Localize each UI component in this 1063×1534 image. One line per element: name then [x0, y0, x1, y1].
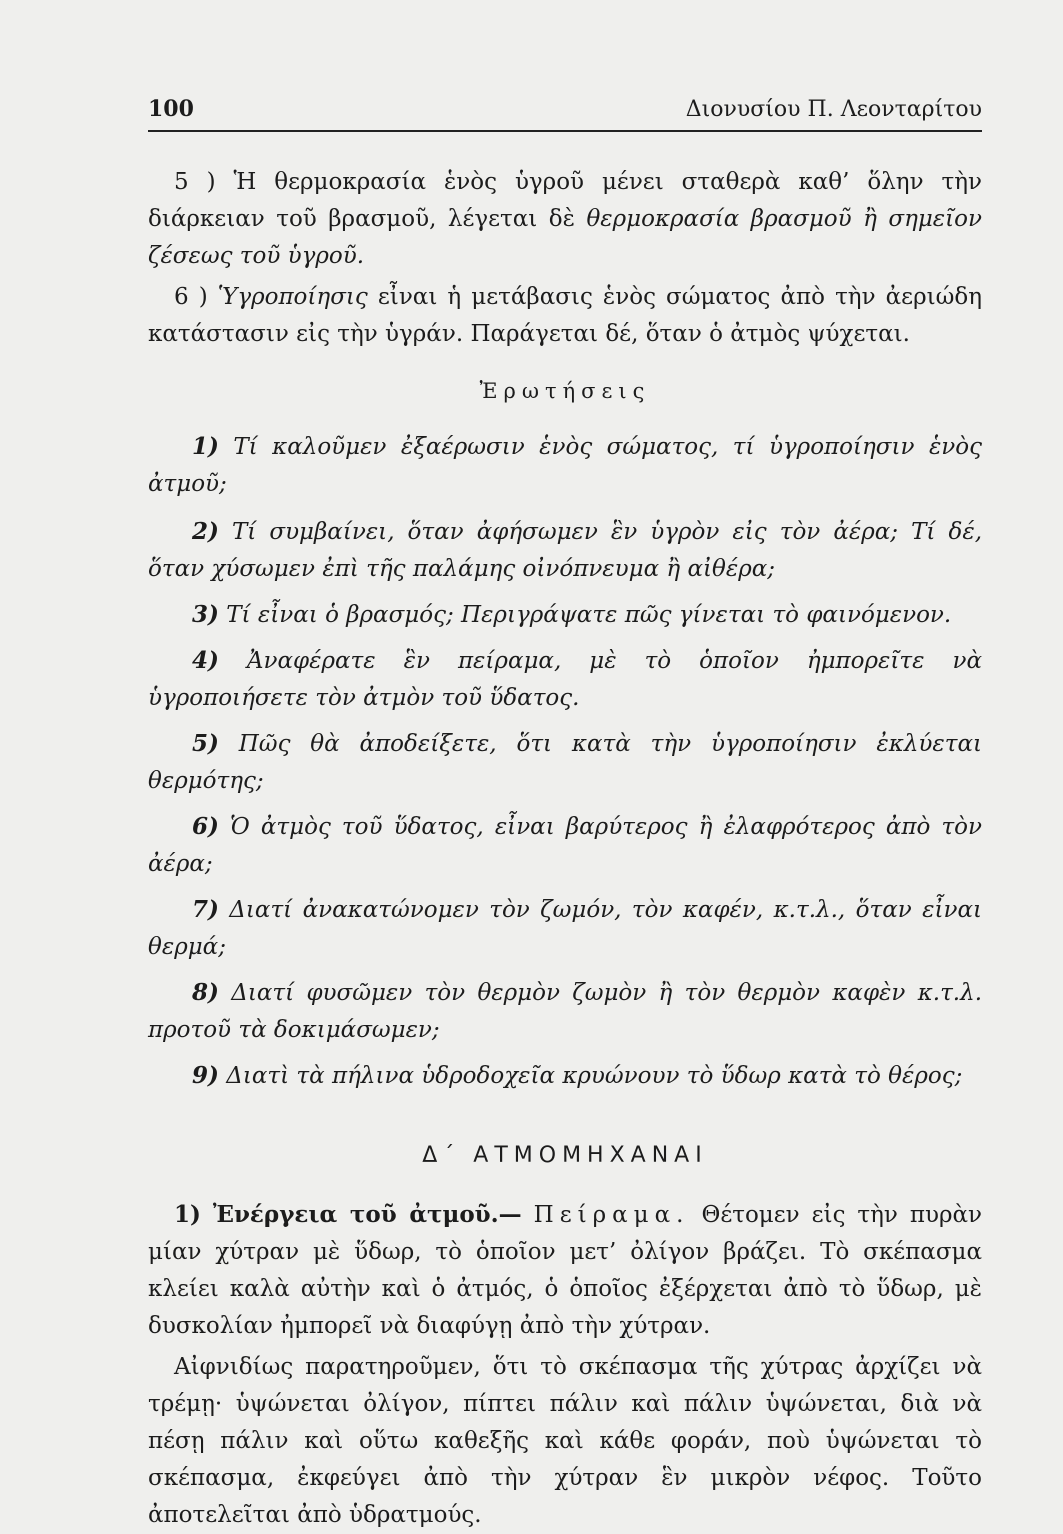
- section-paragraph-1: [148, 1196, 982, 1345]
- question-1: [148, 428, 982, 503]
- definition-term: Ὑγροποίησις: [217, 284, 368, 310]
- running-title: Διονυσίου Π. Λεονταρίτου: [685, 97, 982, 122]
- definition-number: 5 ): [174, 169, 216, 195]
- question-5: [148, 725, 982, 800]
- question-number: 6): [192, 813, 219, 840]
- question-text: Πῶς θὰ ἀποδείξετε, ὅτι κατὰ τὴν ὑγροποίησιν ἐκλύεται θερμότης;: [148, 731, 982, 794]
- question-text: Τί καλοῦμεν ἐξαέρωσιν ἑνὸς σώματος, τί ὑγροποίησιν ἑνὸς ἀτμοῦ;: [148, 434, 982, 497]
- question-number: 5): [192, 730, 219, 757]
- questions-list: [148, 428, 982, 1095]
- subsection-title: Ἐνέργεια τοῦ ἀτμοῦ.—: [212, 1201, 522, 1228]
- questions-title: Ἐρωτήσεις: [479, 379, 651, 403]
- header-rule: [148, 130, 982, 132]
- question-text: Τί συμβαίνει, ὅταν ἀφήσωμεν ἓν ὑγρὸν εἰς τὸν ἀέρα; Τί δέ, ὅταν χύσωμεν ἐπὶ τῆς παλάμης οἰνόπνευμα ἢ αἰθέρα;: [148, 519, 982, 582]
- question-number: 3): [192, 601, 219, 628]
- question-number: 8): [192, 979, 219, 1006]
- question-3: [148, 596, 982, 634]
- question-text: Ἀναφέρατε ἓν πείραμα, μὲ τὸ ὁποῖον ἠμπορεῖτε νὰ ὑγροποιήσετε τὸν ἀτμὸν τοῦ ὕδατος.: [148, 648, 982, 711]
- question-6: [148, 808, 982, 883]
- definition-text: εἶναι ἡ μετάβασις ἑνὸς σώματος ἀπὸ τὴν ἀεριώδη κατάστασιν εἰς τὴν ὑγράν. Παράγεται δέ, ὅταν ὁ ἀτμὸς ψύχεται.: [148, 284, 982, 347]
- question-7: [148, 891, 982, 966]
- question-8: [148, 974, 982, 1049]
- question-number: 2): [192, 518, 219, 545]
- question-2: [148, 513, 982, 588]
- question-9: [148, 1057, 982, 1095]
- experiment-label: Πείραμα.: [533, 1202, 690, 1228]
- question-text: Τί εἶναι ὁ βρασμός; Περιγράψατε πῶς γίνεται τὸ φαινόμενον.: [226, 602, 952, 628]
- question-4: [148, 642, 982, 717]
- subsection-number: 1): [174, 1201, 201, 1228]
- definition-text: Ἡ θερμοκρασία ἑνὸς ὑγροῦ μένει σταθερὰ καθ’ ὅλην τὴν διάρκειαν τοῦ βρασμοῦ, λέγεται δὲ: [148, 169, 982, 232]
- section-paragraph-2: Αἰφνιδίως παρατηροῦμεν, ὅτι τὸ σκέπασμα τῆς χύτρας ἀρχίζει νὰ τρέμῃ· ὑψώνεται ὀλίγον, πίπτει πάλιν καὶ πάλιν ὑψώνεται, διὰ νὰ πέσῃ πάλιν καὶ οὕτω καθεξῆς καὶ κάθε φοράν, ποὺ ὑψώνεται τὸ σκέπασμα, ἐκφεύγει ἀπὸ τὴν χύτραν ἓν μικρὸν νέφος. Τοῦτο ἀποτελεῖται ἀπὸ ὑδρατμούς.: [148, 1354, 982, 1528]
- question-number: 4): [192, 647, 219, 674]
- question-text: Ὁ ἀτμὸς τοῦ ὕδατος, εἶναι βαρύτερος ἢ ἐλαφρότερος ἀπὸ τὸν ἀέρα;: [148, 814, 982, 877]
- definition-term: θερμοκρασία βρασμοῦ ἢ σημεῖον ζέσεως τοῦ ὑγροῦ.: [148, 206, 982, 269]
- paragraph-text: Θέτομεν εἰς τὴν πυρὰν μίαν χύτραν μὲ ὕδωρ, τὸ ὁποῖον μετ’ ὀλίγον βράζει. Τὸ σκέπασμα κλείει καλὰ αὐτὴν καὶ ὁ ἀτμός, ὁ ὁποῖος ἐξέρχεται ἀπὸ τὸ ὕδωρ, μὲ δυσκολίαν ἠμπορεῖ νὰ διαφύγῃ ἀπὸ τὴν χύτραν.: [148, 1202, 983, 1339]
- page-header: [148, 96, 982, 122]
- question-text: Διατὶ τὰ πήλινα ὑδροδοχεῖα κρυώνουν τὸ ὕδωρ κατὰ τὸ θέρος;: [226, 1063, 963, 1089]
- section-title: Δ΄ ΑΤΜΟΜΗΧΑΝΑΙ: [422, 1143, 708, 1168]
- question-number: 9): [192, 1062, 219, 1089]
- page-number: 100: [148, 96, 194, 122]
- definition-5: [148, 164, 982, 275]
- question-text: Διατί ἀνακατώνομεν τὸν ζωμόν, τὸν καφέν, κ.τ.λ., ὅταν εἶναι θερμά;: [148, 897, 982, 960]
- definition-6: [148, 279, 982, 353]
- definition-number: 6 ): [174, 284, 208, 310]
- question-number: 1): [192, 433, 219, 460]
- page-body: [148, 164, 982, 1534]
- question-number: 7): [192, 896, 219, 923]
- question-text: Διατί φυσῶμεν τὸν θερμὸν ζωμὸν ἢ τὸν θερμὸν καφὲν κ.τ.λ. προτοῦ τὰ δοκιμάσωμεν;: [148, 980, 983, 1043]
